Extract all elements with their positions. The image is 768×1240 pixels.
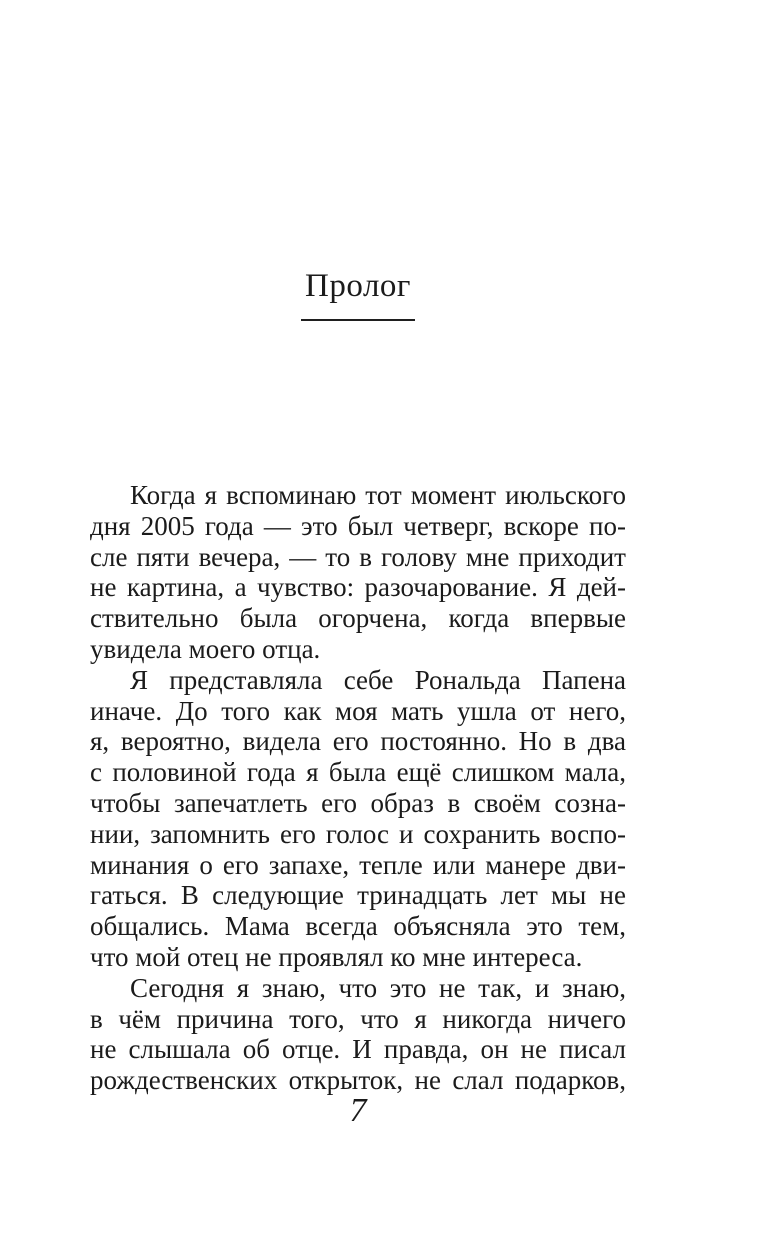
text-line: ствительно была огорчена, когда впервые xyxy=(90,603,626,634)
chapter-title: Пролог xyxy=(305,268,411,304)
text-line: не слышала об отце. И правда, он не писал xyxy=(90,1034,626,1065)
text-line: сле пяти вечера, — то в голову мне приходит xyxy=(90,541,626,572)
body-text xyxy=(90,480,626,1096)
title-divider-rule xyxy=(301,319,415,321)
text-line: с половиной года я была ещё слишком мала, xyxy=(90,757,626,788)
text-line: общались. Мама всегда объясняла это тем, xyxy=(90,911,626,942)
text-line: Я представляла себе Рональда Папена xyxy=(130,664,626,695)
text-line: нии, запомнить его голос и сохранить воспо- xyxy=(90,818,626,849)
text-line: что мой отец не проявлял ко мне интереса. xyxy=(90,941,583,972)
text-line: Когда я вспоминаю тот момент июльского xyxy=(130,480,626,510)
page-number: 7 xyxy=(349,1092,367,1129)
text-line: рождественских открыток, не слал подарков, xyxy=(90,1065,626,1096)
text-line: я, вероятно, видела его постоянно. Но в два xyxy=(90,726,626,757)
text-line: иначе. До того как моя мать ушла от него, xyxy=(90,695,626,726)
paragraph xyxy=(90,973,626,1096)
text-line: не картина, а чувство: разочарование. Я дей- xyxy=(90,572,626,603)
paragraph xyxy=(90,480,626,665)
text-line: в чём причина того, что я никогда ничего xyxy=(90,1003,626,1034)
text-line: чтобы запечатлеть его образ в своём созна- xyxy=(90,787,626,818)
paragraph xyxy=(90,665,626,973)
text-line: гаться. В следующие тринадцать лет мы не xyxy=(90,880,626,911)
text-line: увидела моего отца. xyxy=(90,633,321,664)
text-line: минания о его запахе, тепле или манере дви- xyxy=(90,849,626,880)
text-line: дня 2005 года — это был четверг, вскоре по- xyxy=(90,510,626,541)
text-line: Сегодня я знаю, что это не так, и знаю, xyxy=(130,972,626,1003)
